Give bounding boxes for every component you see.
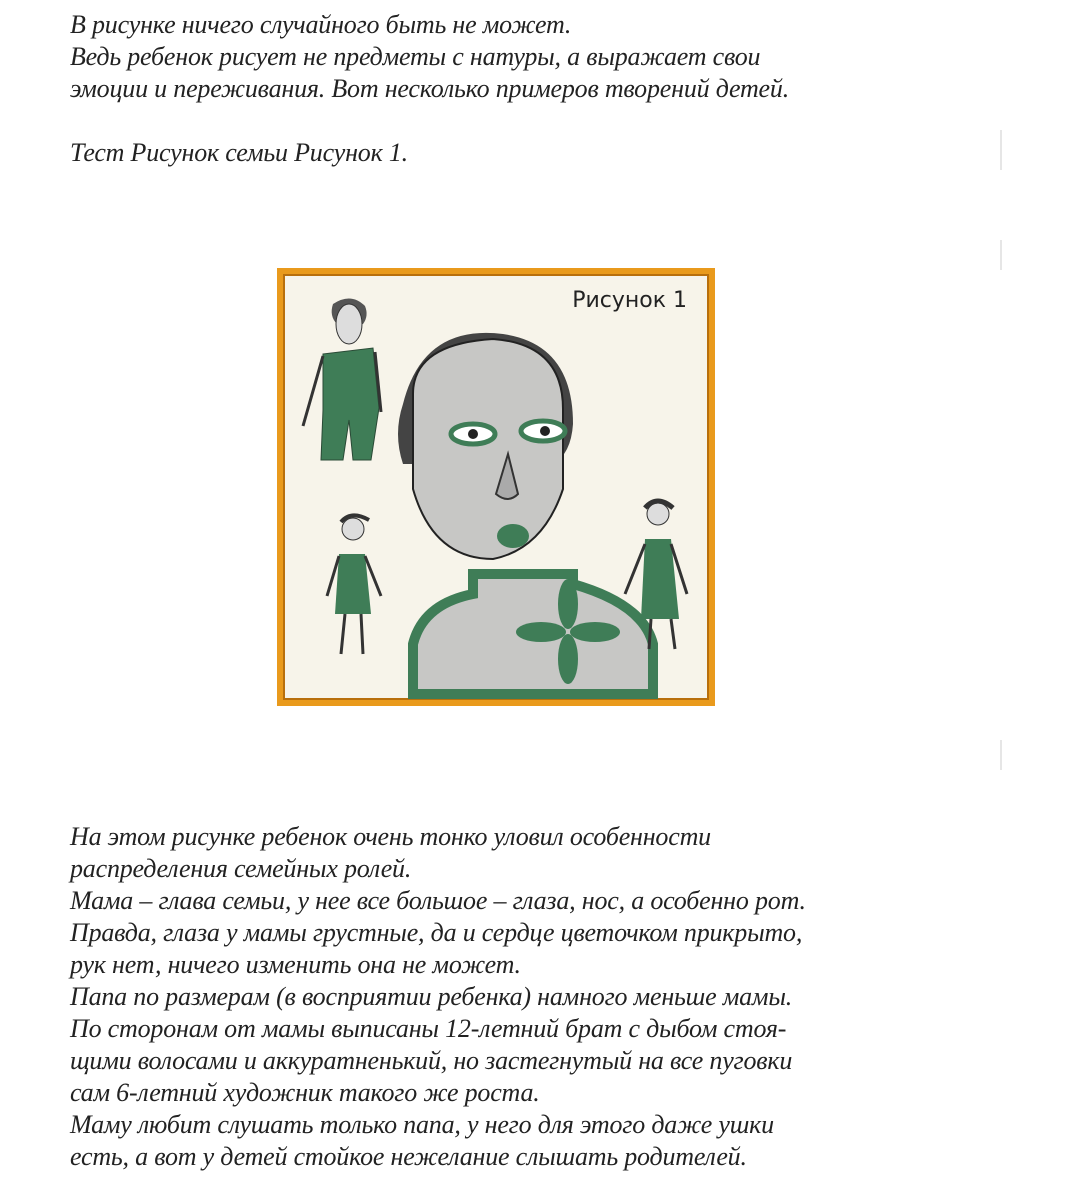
mom-figure — [398, 333, 653, 694]
intro-line: Ведь ребенок рисует не предметы с натуры, а выражает свои — [70, 42, 761, 71]
test-title: Тест Рисунок семьи Рисунок 1. — [70, 138, 408, 167]
page-edge-mark — [1000, 130, 1002, 170]
description-line: По сторонам от мамы выписаны 12-летний брат с дыбом стоя- — [70, 1014, 787, 1043]
page-edge-mark — [1000, 740, 1002, 770]
description-line: Правда, глаза у мамы грустные, да и сердце цветочком прикрыто, — [70, 918, 803, 947]
description-line: Мама – глава семьи, у нее все большое – глаза, нос, а особенно рот. — [70, 886, 806, 915]
description-line: есть, а вот у детей стойкое нежелание слышать родителей. — [70, 1142, 747, 1171]
intro-line: В рисунке ничего случайного быть не может. — [70, 10, 572, 39]
intro-line: эмоции и переживания. Вот несколько примеров творений детей. — [70, 74, 789, 103]
description-line: Папа по размерам (в восприятии ребенка) намного меньше мамы. — [70, 982, 793, 1011]
figure-caption: Рисунок 1 — [572, 288, 687, 313]
description-line: распределения семейных ролей. — [70, 854, 412, 883]
family-drawing — [283, 274, 709, 700]
description-line: На этом рисунке ребенок очень тонко уловил особенности — [70, 822, 711, 851]
description-line: Маму любит слушать только папа, у него для этого даже ушки — [70, 1110, 774, 1139]
description-line: сам 6-летний художник такого же роста. — [70, 1078, 540, 1107]
description-line: рук нет, ничего изменить она не может. — [70, 950, 521, 979]
brother-figure — [327, 515, 381, 654]
page-edge-mark — [1000, 240, 1002, 270]
description-line: щими волосами и аккуратненький, но застегнутый на все пуговки — [70, 1046, 793, 1075]
family-drawing-figure — [277, 268, 715, 706]
dad-figure — [303, 298, 381, 460]
